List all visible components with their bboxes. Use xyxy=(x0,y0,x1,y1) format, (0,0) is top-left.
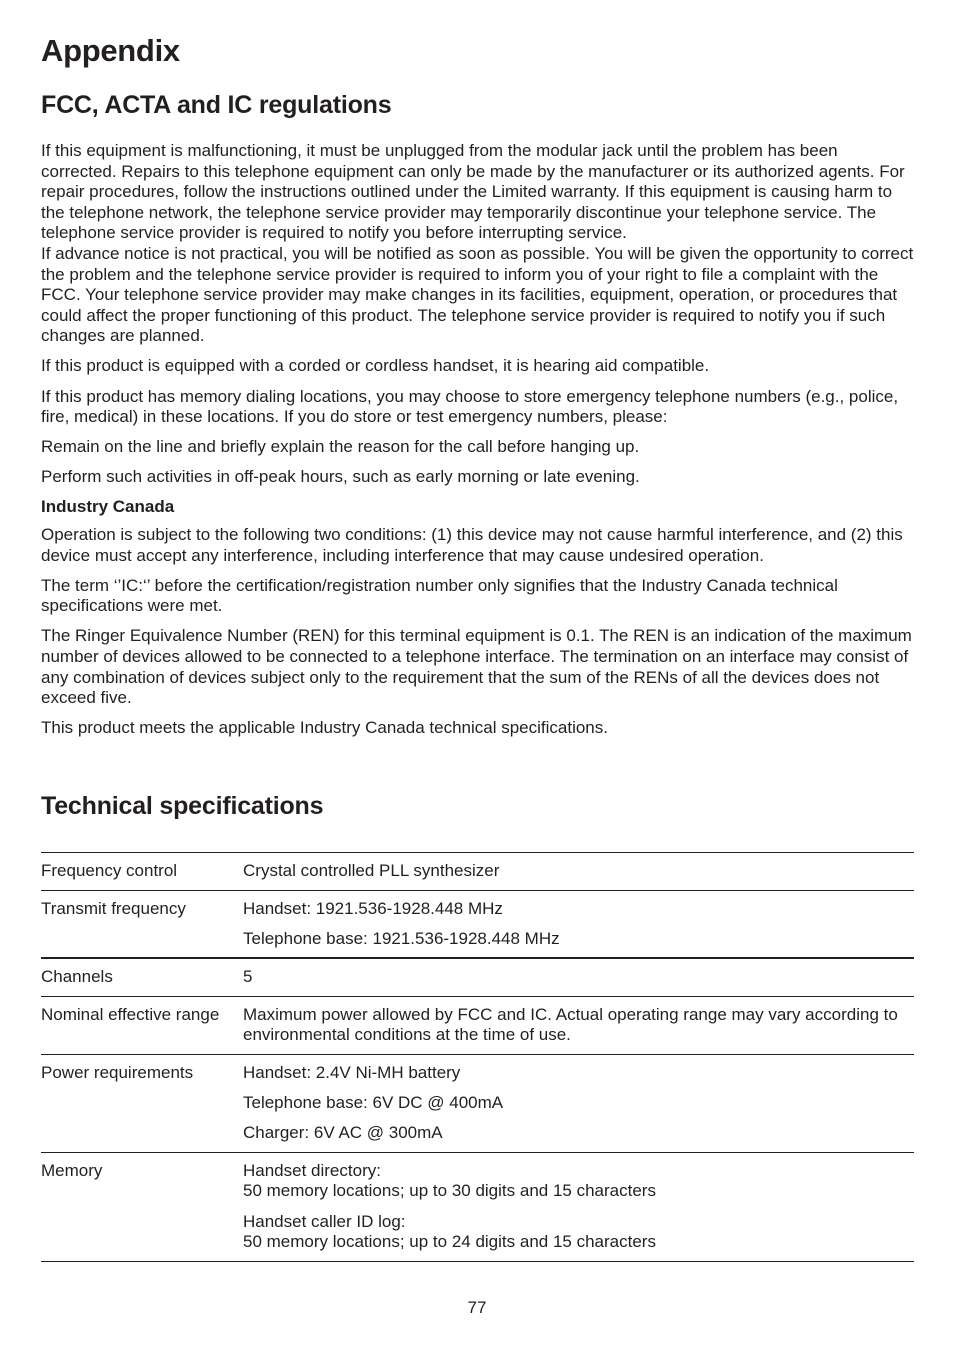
table-row xyxy=(41,1152,914,1261)
spec-label: Memory xyxy=(41,1160,103,1180)
table-row xyxy=(41,958,914,996)
spec-label: Nominal effective range xyxy=(41,1004,220,1024)
section-heading-fcc: FCC, ACTA and IC regulations xyxy=(41,91,392,119)
paragraph: Operation is subject to the following two conditions: (1) this device may not cause harmful interference, and (2) this device must accept any interference, including interference that may cause undesired operation. xyxy=(41,525,903,565)
section-heading-tech-specs: Technical specifications xyxy=(41,792,324,820)
table-row xyxy=(41,890,914,958)
paragraph: If this product has memory dialing locations, you may choose to store emergency telephone numbers (e.g., police, fire, medical) in these locations. If you do store or test emergency numbers, please: xyxy=(41,386,899,427)
regulations-body xyxy=(41,141,914,748)
paragraph: Perform such activities in off-peak hours, such as early morning or late evening. xyxy=(41,467,640,487)
spec-value-cell xyxy=(243,890,914,958)
paragraph: The Ringer Equivalence Number (REN) for this terminal equipment is 0.1. The REN is an indication of the maximum number of devices allowed to be connected to a telephone interface. The termination on an interface may consist of any combination of devices subject only to the requirement that the sum of the RENs of all the devices does not exceed five. xyxy=(41,626,912,708)
spec-label: Channels xyxy=(41,967,113,987)
paragraph: If this product is equipped with a corded or cordless handset, it is hearing aid compatible. xyxy=(41,356,710,376)
spec-value: Handset caller ID log: 50 memory locations; up to 24 digits and 15 characters xyxy=(243,1211,656,1252)
spec-value: Crystal controlled PLL synthesizer xyxy=(243,861,500,880)
spec-value: 5 xyxy=(243,967,253,987)
paragraph: The term ‘’IC:‘’ before the certification/registration number only signifies that the Industry Canada technical specifications were met. xyxy=(41,575,838,616)
subheading-industry-canada: Industry Canada xyxy=(41,497,175,517)
page-number: 77 xyxy=(467,1298,487,1317)
spec-value: Handset: 2.4V Ni-MH battery xyxy=(243,1063,461,1083)
spec-label: Frequency control xyxy=(41,861,178,880)
spec-label: Power requirements xyxy=(41,1063,194,1083)
table-row xyxy=(41,996,914,1054)
spec-value: Handset directory: 50 memory locations; up to 30 digits and 15 characters xyxy=(243,1160,656,1201)
spec-value-cell xyxy=(243,1055,914,1153)
spec-value: Telephone base: 6V DC @ 400mA xyxy=(243,1093,504,1113)
spec-value-cell xyxy=(243,958,914,996)
spec-label: Transmit frequency xyxy=(41,898,186,918)
paragraph: Remain on the line and briefly explain the reason for the call before hanging up. xyxy=(41,437,640,457)
spec-value: Handset: 1921.536-1928.448 MHz xyxy=(243,898,503,918)
spec-value: Telephone base: 1921.536-1928.448 MHz xyxy=(243,928,560,948)
spec-value-cell xyxy=(243,996,914,1054)
spec-value: Charger: 6V AC @ 300mA xyxy=(243,1123,443,1143)
paragraph: If this equipment is malfunctioning, it must be unplugged from the modular jack until the problem has been corrected. Repairs to this telephone equipment can only be made by the manufacturer or its authorized agents. For repair procedures, follow the instructions outlined under the Limited warranty. If this equipment is causing harm to the telephone network, the telephone service provider may temporarily discontinue your telephone service. The telephone service provider is required to notify you before interrupting service. xyxy=(41,141,905,243)
spec-value-cell xyxy=(243,853,914,891)
specifications-table xyxy=(41,852,914,1262)
table-row xyxy=(41,1055,914,1153)
spec-value-cell xyxy=(243,1152,914,1261)
table-row xyxy=(41,853,914,891)
page-title: Appendix xyxy=(41,33,180,68)
paragraph: This product meets the applicable Industry Canada technical specifications. xyxy=(41,718,608,738)
spec-value: Maximum power allowed by FCC and IC. Actual operating range may vary according to environmental conditions at the time of use. xyxy=(243,1004,898,1045)
paragraph: If advance notice is not practical, you will be notified as soon as possible. You will be given the opportunity to correct the problem and the telephone service provider is required to inform you of your right to file a complaint with the FCC. Your telephone service provider may make changes in its facilities, equipment, operation, or procedures that could affect the proper functioning of this product. The telephone service provider is required to notify you if such changes are planned. xyxy=(41,243,914,346)
